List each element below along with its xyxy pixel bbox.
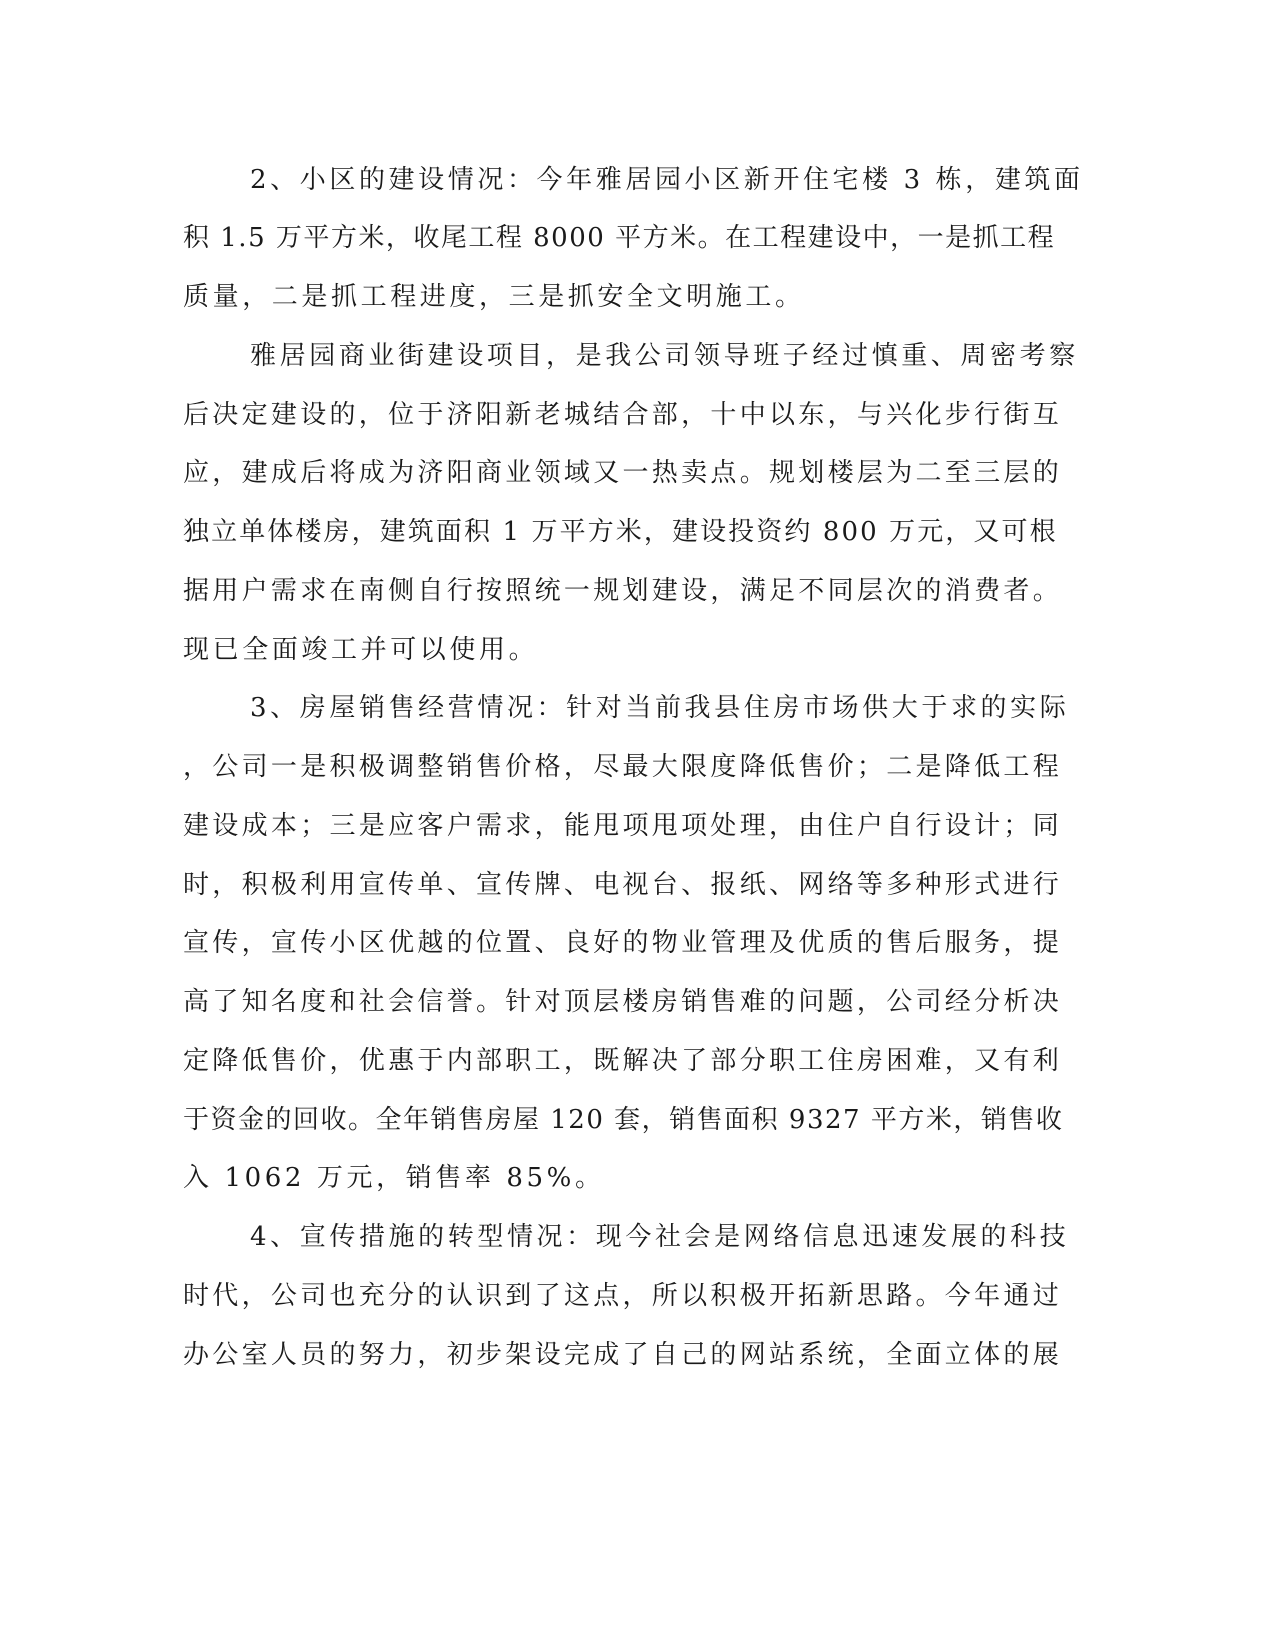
text-line: 后决定建设的，位于济阳新老城结合部，十中以东，与兴化步行街互 xyxy=(183,400,1063,430)
text-line: 2、小区的建设情况：今年雅居园小区新开住宅楼 3 栋，建筑面 xyxy=(250,165,1084,195)
text-line: 高了知名度和社会信誉。针对顶层楼房销售难的问题，公司经分析决 xyxy=(183,987,1063,1017)
text-line: 4、宣传措施的转型情况：现今社会是网络信息迅速发展的科技 xyxy=(250,1222,1070,1252)
text-line: 定降低售价，优惠于内部职工，既解决了部分职工住房困难，又有利 xyxy=(183,1046,1063,1076)
text-line: ，公司一是积极调整销售价格，尽最大限度降低售价；二是降低工程 xyxy=(183,752,1063,782)
text-line: 3、房屋销售经营情况：针对当前我县住房市场供大于求的实际 xyxy=(250,693,1070,723)
text-line: 入 1062 万元，销售率 85%。 xyxy=(183,1163,605,1193)
text-line: 于资金的回收。全年销售房屋 120 套，销售面积 9327 平方米，销售收 xyxy=(183,1105,1064,1135)
text-line: 现已全面竣工并可以使用。 xyxy=(183,635,539,665)
text-line: 时代，公司也充分的认识到了这点，所以积极开拓新思路。今年通过 xyxy=(183,1281,1063,1311)
text-line: 独立单体楼房，建筑面积 1 万平方米，建设投资约 800 万元，又可根 xyxy=(183,517,1058,547)
text-line: 雅居园商业街建设项目，是我公司领导班子经过慎重、周密考察 xyxy=(250,341,1079,371)
text-line: 积 1.5 万平方米，收尾工程 8000 平方米。在工程建设中，一是抓工程 xyxy=(183,223,1056,253)
text-line: 建设成本；三是应客户需求，能甩项甩项处理，由住户自行设计；同 xyxy=(183,811,1063,841)
text-line: 应，建成后将成为济阳商业领域又一热卖点。规划楼层为二至三层的 xyxy=(183,458,1063,488)
text-line: 时，积极利用宣传单、宣传牌、电视台、报纸、网络等多种形式进行 xyxy=(183,870,1063,900)
text-line: 据用户需求在南侧自行按照统一规划建设，满足不同层次的消费者。 xyxy=(183,576,1063,606)
text-line: 宣传，宣传小区优越的位置、良好的物业管理及优质的售后服务，提 xyxy=(183,928,1063,958)
text-line: 办公室人员的努力，初步架设完成了自己的网站系统，全面立体的展 xyxy=(183,1340,1063,1370)
text-line: 质量，二是抓工程进度，三是抓安全文明施工。 xyxy=(183,282,805,312)
